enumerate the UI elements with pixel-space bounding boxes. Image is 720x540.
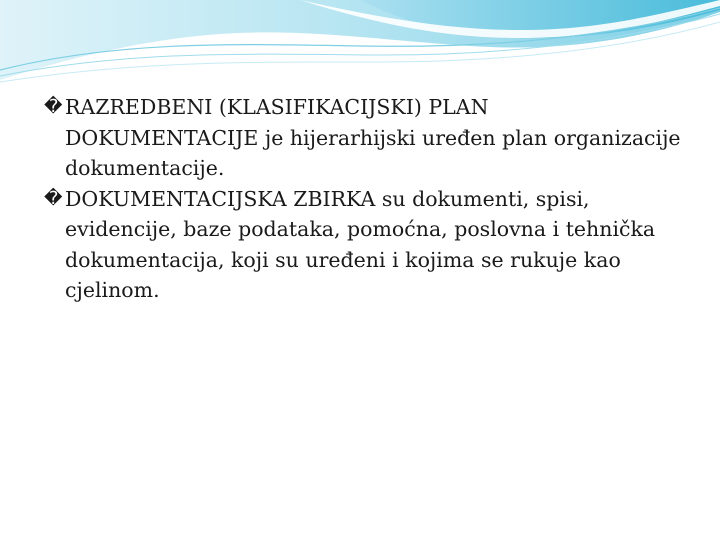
bullet-marker-icon: �: [44, 187, 63, 209]
bullet-item-1: [44, 92, 684, 184]
bullet-text-2: DOKUMENTACIJSKA ZBIRKA su dokumenti, spisi, evidencije, baze podataka, pomoćna, poslovna i tehnička dokumentacija, koji su uređeni i kojima se rukuje kao cjelinom.: [65, 186, 656, 302]
bullet-item-2: [44, 184, 684, 306]
bullet-text-1: RAZREDBENI (KLASIFIKACIJSKI) PLAN DOKUMENTACIJE je hijerarhijski uređen plan organizacije dokumentacije.: [65, 95, 681, 180]
slide-body: [44, 92, 684, 306]
bullet-marker-icon: �: [44, 96, 63, 117]
header-wave-decoration: [0, 0, 720, 90]
